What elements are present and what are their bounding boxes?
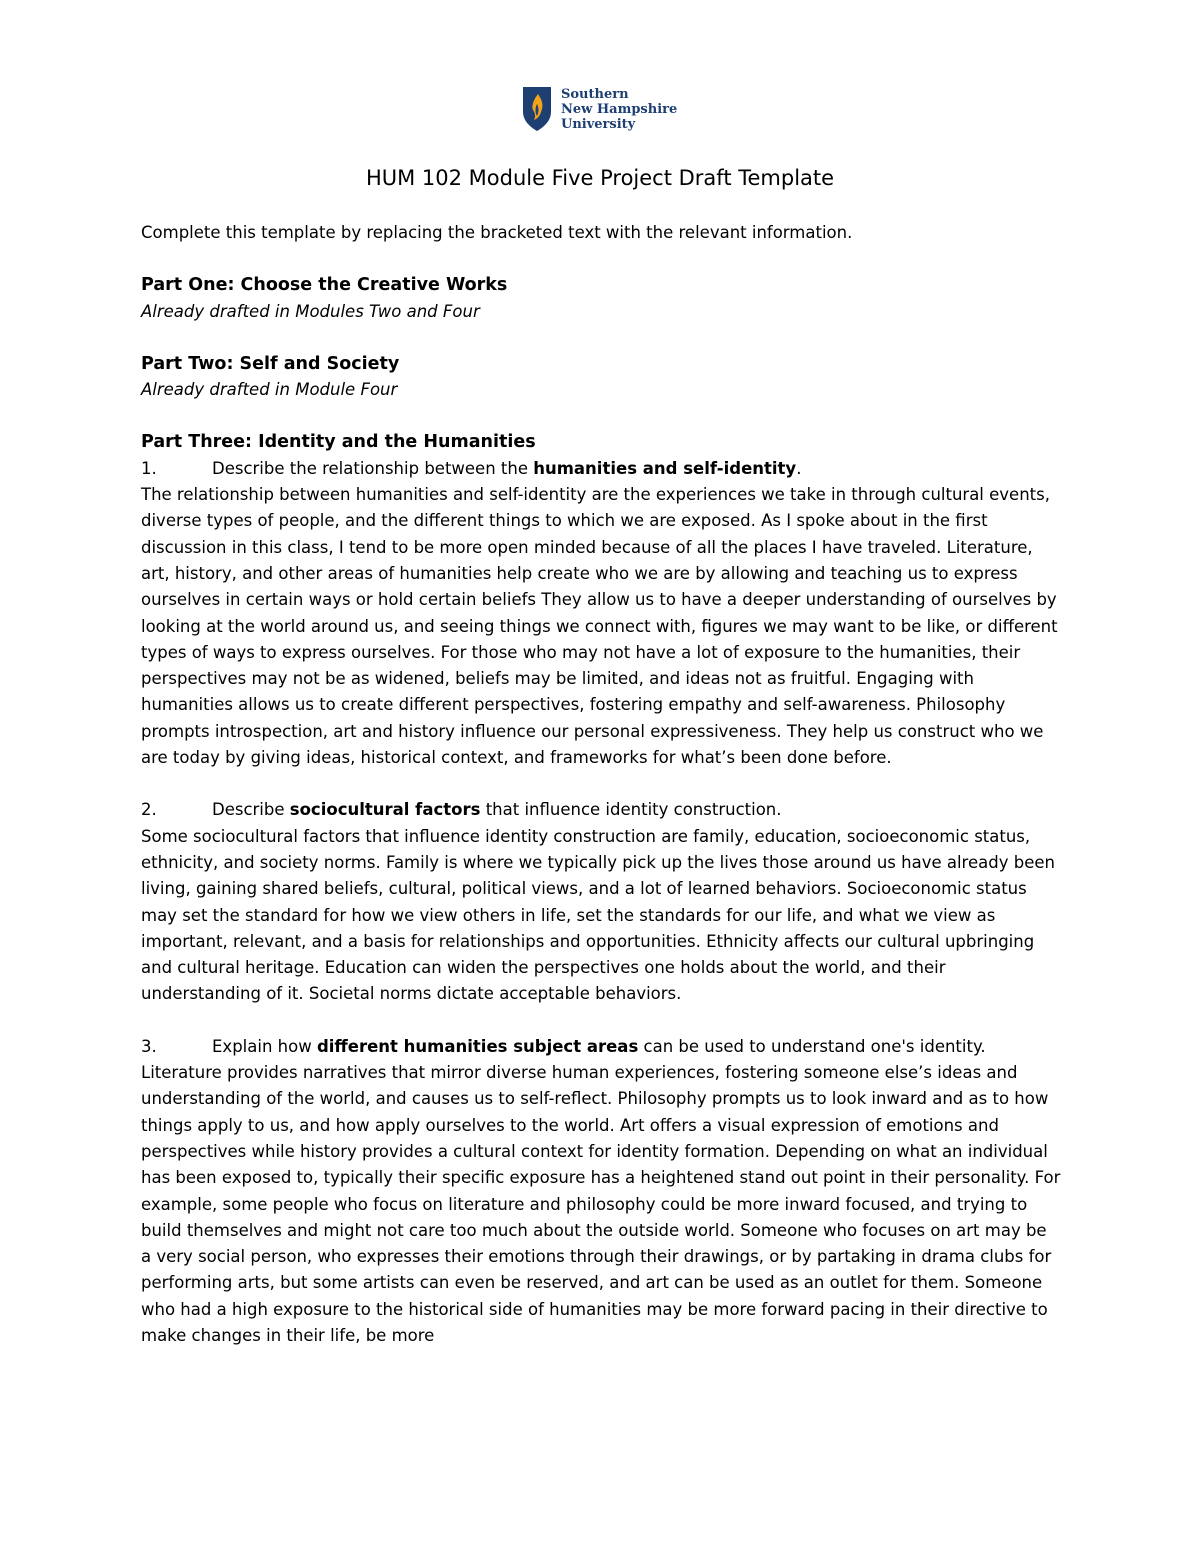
question-1 (141, 456, 1061, 482)
question-2-prefix: Describe (212, 800, 290, 820)
document-body (141, 220, 1061, 1349)
part-one-heading: Part One: Choose the Creative Works (141, 275, 508, 296)
part-two-note: Already drafted in Module Four (141, 380, 398, 400)
question-3-keyword: different humanities subject areas (316, 1036, 639, 1056)
part-one-note: Already drafted in Modules Two and Four (141, 301, 480, 321)
answer-3: Literature provides narratives that mirror diverse human experiences, fostering someone else’s ideas and understanding of the world, and causes us to self-reflect. Philosophy prompts us to look inward and as to how things apply to us, and how apply ourselves to the world. Art offers a visual expression of emotions and perspectives while history provides a cultural context for identity formation. Depending on what an individual has been exposed to, typically their specific exposure has a heightened stand out point in their personality. For example, some people who focus on literature and philosophy could be more inward focused, and trying to build themselves and might not care too much about the outside world. Someone who focuses on art may be a very social person, who expresses their emotions through their drawings, or by partaking in drama clubs for performing arts, but some artists can even be reserved, and art can be used as an outlet for them. Someone who had a high exposure to the historical side of humanities may be more forward pacing in their directive to make changes in their life, be more (141, 1063, 1061, 1345)
question-1-suffix: . (796, 458, 802, 478)
university-logo (522, 84, 692, 134)
part-three-heading: Part Three: Identity and the Humanities (141, 432, 536, 453)
question-2-keyword: sociocultural factors (289, 800, 481, 820)
logo-wordmark (561, 87, 677, 132)
part-two-heading: Part Two: Self and Society (141, 353, 400, 374)
question-3 (141, 1034, 1061, 1060)
logo-line-3: University (561, 116, 636, 132)
question-2-number: 2. (141, 800, 157, 820)
document-title: HUM 102 Module Five Project Draft Template (365, 166, 835, 190)
question-1-prefix: Describe the relationship between the (212, 458, 534, 478)
intro-text: Complete this template by replacing the bracketed text with the relevant information. (141, 223, 853, 242)
question-1-keyword: humanities and self-identity (533, 458, 797, 478)
question-2 (141, 797, 1061, 823)
logo-line-1: Southern (561, 86, 629, 102)
question-3-suffix: can be used to understand one's identity. (638, 1036, 986, 1056)
logo-line-2: New Hampshire (561, 101, 678, 117)
flame-shield-icon (522, 86, 552, 132)
question-1-number: 1. (141, 458, 157, 478)
question-3-prefix: Explain how (212, 1036, 317, 1056)
question-3-number: 3. (141, 1036, 157, 1056)
answer-1: The relationship between humanities and self-identity are the experiences we take in through cultural events, diverse types of people, and the different things to which we are exposed. As I spoke about in the first discussion in this class, I tend to be more open minded because of all the places I have traveled. Literature, art, history, and other areas of humanities help create who we are by allowing and teaching us to express ourselves in certain ways or hold certain beliefs They allow us to have a deeper understanding of ourselves by looking at the world around us, and seeing things we connect with, figures we may want to be like, or different types of ways to express ourselves. For those who may not have a lot of exposure to the humanities, their perspectives may not be as widened, beliefs may be limited, and ideas not as fruitful. Engaging with humanities allows us to create different perspectives, fostering empathy and self-awareness. Philosophy prompts introspection, art and history influence our personal expressiveness. They help us construct who we are today by giving ideas, historical context, and frameworks for what’s been done before. (141, 485, 1058, 768)
answer-2: Some sociocultural factors that influence identity construction are family, education, socioeconomic status, ethnicity, and society norms. Family is where we typically pick up the lives those around us have already been living, gaining shared beliefs, cultural, political views, and a lot of learned behaviors. Socioeconomic status may set the standard for how we view others in life, set the standards for our life, and what we view as important, relevant, and a basis for relationships and opportunities. Ethnicity affects our cultural upbringing and cultural heritage. Education can widen the perspectives one holds about the world, and their understanding of it. Societal norms dictate acceptable behaviors. (141, 826, 1055, 1004)
question-2-suffix: that influence identity construction. (480, 800, 782, 820)
